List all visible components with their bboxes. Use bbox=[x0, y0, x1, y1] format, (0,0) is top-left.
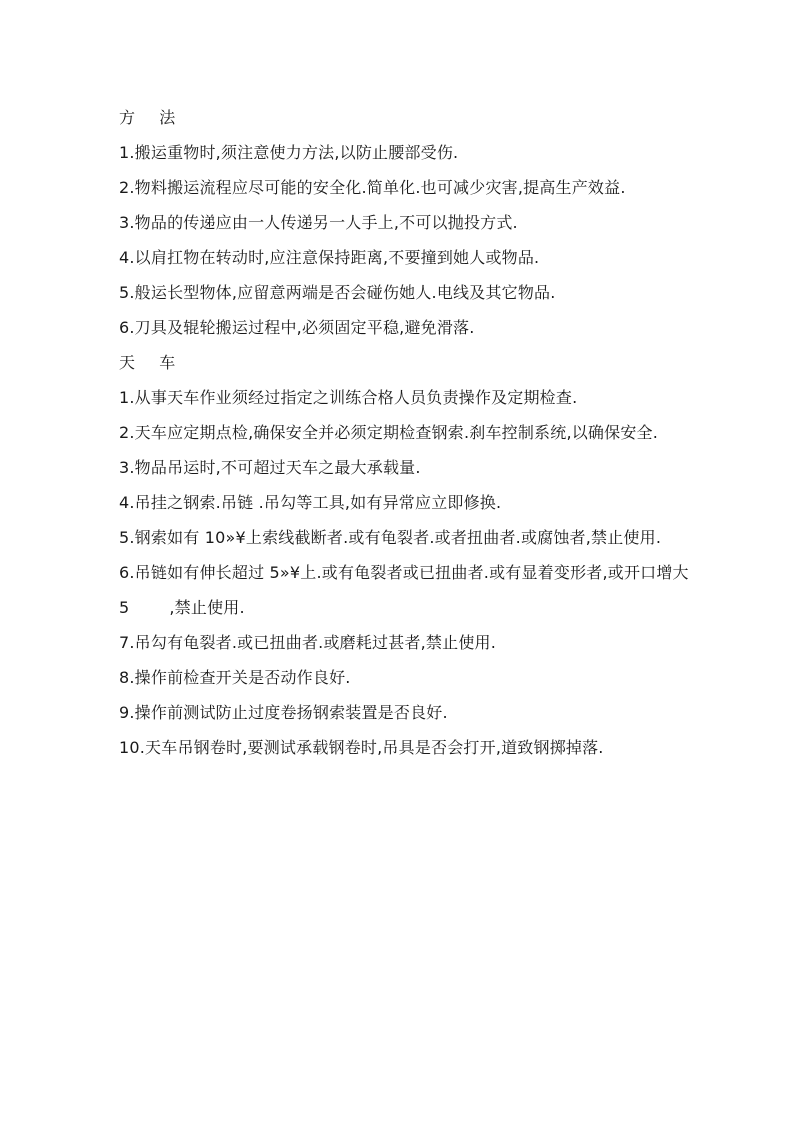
document-body bbox=[119, 100, 689, 765]
method-item-2: 2.物料搬运流程应尽可能的安全化.简单化.也可减少灾害,提高生产效益. bbox=[119, 178, 626, 197]
crane-item-5: 5.钢索如有 10»¥上索线截断者.或有龟裂者.或者扭曲者.或腐蚀者,禁止使用. bbox=[119, 528, 662, 547]
crane-item-7: 7.吊勾有龟裂者.或已扭曲者.或磨耗过甚者,禁止使用. bbox=[119, 633, 497, 652]
method-item-5: 5.般运长型物体,应留意两端是否会碰伤她人.电线及其它物品. bbox=[119, 283, 556, 302]
crane-item-9: 9.操作前测试防止过度卷扬钢索装置是否良好. bbox=[119, 703, 448, 722]
crane-item-8: 8.操作前检查开关是否动作良好. bbox=[119, 668, 351, 687]
method-item-4: 4.以肩扛物在转动时,应注意保持距离,不要撞到她人或物品. bbox=[119, 248, 540, 267]
crane-item-6-tail: ,禁止使用. bbox=[169, 598, 245, 617]
crane-item-4: 4.吊挂之钢索.吊链 .吊勾等工具,如有异常应立即修换. bbox=[119, 493, 502, 512]
crane-item-6-text: 6.吊链如有伸长超过 5»¥上.或有龟裂者或已扭曲者.或有显着变形者,或开口增大 5 bbox=[119, 563, 689, 617]
crane-item-3: 3.物品吊运时,不可超过天车之最大承载量. bbox=[119, 458, 421, 477]
crane-item-6 bbox=[119, 555, 689, 625]
crane-item-1: 1.从事天车作业须经过指定之训练合格人员负责操作及定期检查. bbox=[119, 388, 578, 407]
section-heading-method: 方 法 bbox=[119, 108, 185, 127]
crane-item-2: 2.天车应定期点检,确保安全并必须定期检查钢索.刹车控制系统,以确保安全. bbox=[119, 423, 659, 442]
section-heading-crane: 天 车 bbox=[119, 353, 185, 372]
method-item-1: 1.搬运重物时,须注意使力方法,以防止腰部受伤. bbox=[119, 143, 459, 162]
crane-item-10: 10.天车吊钢卷时,要测试承载钢卷时,吊具是否会打开,道致钢掷掉落. bbox=[119, 738, 604, 757]
method-item-3: 3.物品的传递应由一人传递另一人手上,不可以抛投方式. bbox=[119, 213, 518, 232]
method-item-6: 6.刀具及辊轮搬运过程中,必须固定平稳,避免滑落. bbox=[119, 318, 475, 337]
